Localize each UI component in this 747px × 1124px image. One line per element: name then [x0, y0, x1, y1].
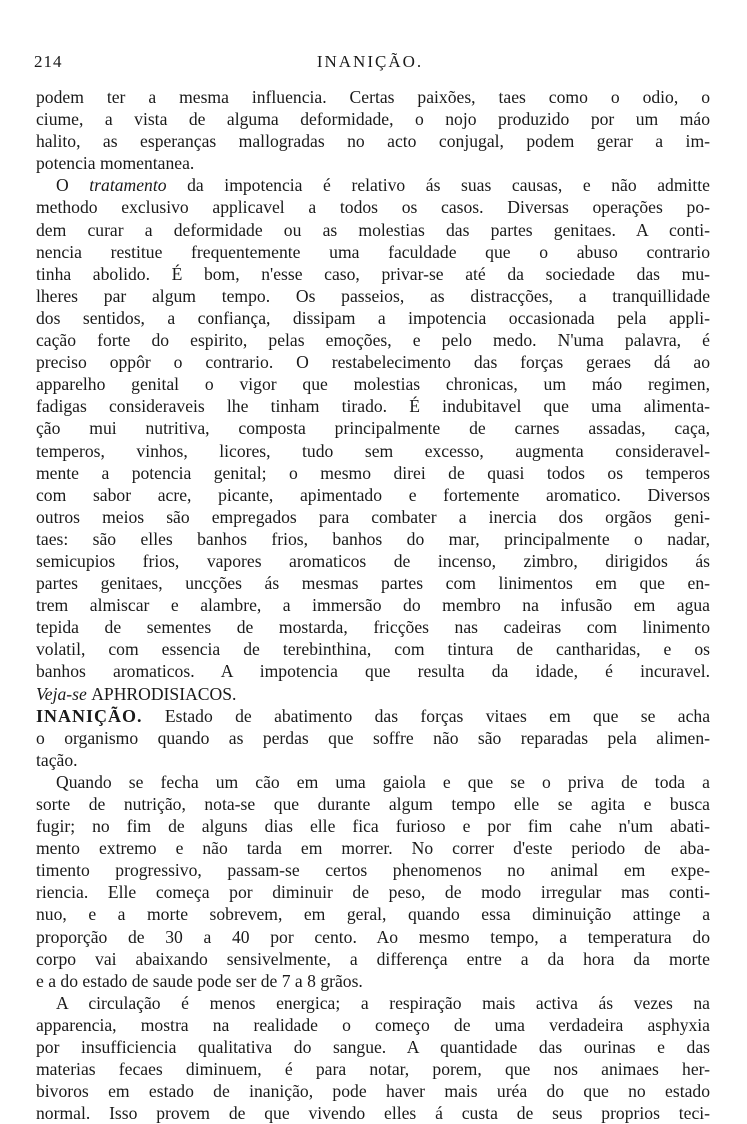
text-line: lheres par algum tempo. Os passeios, as distracções, a tranquillidade — [36, 285, 710, 306]
text-line: mente a potencia genital; o mesmo direi de quasi todos os temperos — [36, 462, 710, 483]
text-line: e a do estado de saude pode ser de 7 a 8 grãos. — [36, 970, 363, 991]
text-line: banhos aromaticos. A impotencia que resulta da idade, é incuravel. — [36, 661, 710, 682]
text-line: Quando se fecha um cão em uma gaiola e que se o priva de toda a — [56, 771, 710, 792]
text-line: semicupios frios, vapores aromaticos de incenso, zimbro, dirigidos ás — [36, 550, 710, 571]
cross-reference: Veja-se APHRODISIACOS. — [36, 683, 237, 704]
text-line: preciso oppôr o contrario. O restabelecimento das forças geraes dá ao — [36, 352, 710, 373]
text-line: dos sentidos, a confiança, dissipam a impotencia occasionada pela appli- — [36, 307, 710, 328]
text-line: dem curar a deformidade ou as molestias das partes genitaes. A conti- — [36, 219, 710, 240]
text-line: com sabor acre, picante, apimentado e fortemente aromatico. Diversos — [36, 484, 710, 505]
text-line: methodo exclusivo applicavel a todos os casos. Diversas operações po- — [36, 197, 710, 218]
text-line: tepida de sementes de mostarda, fricções nas cadeiras com linimento — [36, 617, 710, 638]
text-line: timento progressivo, passam-se certos phenomenos no animal em expe- — [36, 860, 710, 881]
text-line: ciume, a vista de alguma deformidade, o nojo produzido por um máo — [36, 109, 710, 130]
text-line: fugir; no fim de alguns dias elle fica furioso e por fim cahe n'um abati- — [36, 816, 710, 837]
text-line: proporção de 30 a 40 por cento. Ao mesmo tempo, a temperatura do — [36, 926, 710, 947]
text-line: riencia. Elle começa por diminuir de peso, de modo irregular mas conti- — [36, 882, 710, 903]
entry-line — [36, 705, 710, 727]
entry-definition: Estado de abatimento das forças vitaes em que se acha — [142, 705, 710, 726]
text-line: corpo vai abaixando sensivelmente, a differença entre a da hora da morte — [36, 948, 710, 969]
text-line: apparencia, mostra na realidade o começo de uma verdadeira asphyxia — [36, 1014, 710, 1035]
page-header — [34, 52, 706, 82]
text-line: fadigas consideraveis lhe tinham tirado. É indubitavel que uma alimenta- — [36, 396, 710, 417]
text-line: sorte de nutrição, nota-se que durante algum tempo elle se agita e busca — [36, 794, 710, 814]
text-line: mento extremo e não tarda em morrer. No correr d'este periodo de aba- — [36, 838, 710, 859]
running-title: INANIÇÃO. — [316, 52, 424, 71]
text-line: halito, as esperanças mallogradas no acto conjugal, podem gerar a im- — [36, 131, 710, 152]
text-line: tinha abolido. É bom, n'esse caso, privar-se até da sociedade das mu- — [36, 263, 710, 284]
text-line: tação. — [36, 749, 78, 770]
body-text — [36, 86, 710, 1124]
text-line: o organismo quando as perdas que soffre não são reparadas pela alimen- — [36, 727, 710, 748]
text-line: A circulação é menos energica; a respiração mais activa ás vezes na — [56, 992, 710, 1013]
text-line: apparelho genital o vigor que molestias chronicas, um máo regimen, — [36, 374, 710, 395]
text-line: podem ter a mesma influencia. Certas paixões, taes como o odio, o — [36, 87, 710, 107]
text-line: normal. Isso provem de que vivendo elles á custa de seus proprios teci- — [36, 1103, 710, 1124]
text-line: cação forte do espirito, pelas emoções, e pelo medo. N'uma palavra, é — [36, 330, 710, 351]
text-line: potencia momentanea. — [36, 153, 195, 174]
text-line: taes: são elles banhos frios, banhos do mar, principalmente o nadar, — [36, 528, 710, 549]
text-line: O tratamento da impotencia é relativo ás suas causas, e não admitte — [56, 175, 710, 196]
text-line: volatil, com essencia de terebinthina, com tintura de cantharidas, e os — [36, 639, 710, 660]
text-line: temperos, vinhos, licores, tudo sem excesso, augmenta consideravel- — [36, 440, 710, 461]
text-line: outros meios são empregados para combater a inercia dos orgãos geni- — [36, 506, 710, 527]
text-line: trem almiscar e alambre, a immersão do membro na infusão em agua — [36, 595, 710, 616]
text-line: nencia restitue frequentemente uma faculdade que o abuso contrario — [36, 241, 710, 262]
page-number: 214 — [34, 52, 63, 71]
text-line: nuo, e a morte sobrevem, em geral, quando essa diminuição attinge a — [36, 904, 710, 925]
text-line: materias fecaes diminuem, é para notar, porem, que nos animaes her- — [36, 1059, 710, 1080]
text-line: ção mui nutritiva, composta principalmente de carnes assadas, caça, — [36, 418, 710, 439]
text-line: por insufficiencia qualitativa do sangue. A quantidade das ourinas e das — [36, 1037, 710, 1058]
text-line: partes genitaes, uncções ás mesmas partes com linimentos em que en- — [36, 573, 710, 594]
text-line: bivoros em estado de inanição, pode haver mais uréa do que no estado — [36, 1081, 710, 1102]
entry-heading: INANIÇÃO. — [36, 705, 143, 726]
